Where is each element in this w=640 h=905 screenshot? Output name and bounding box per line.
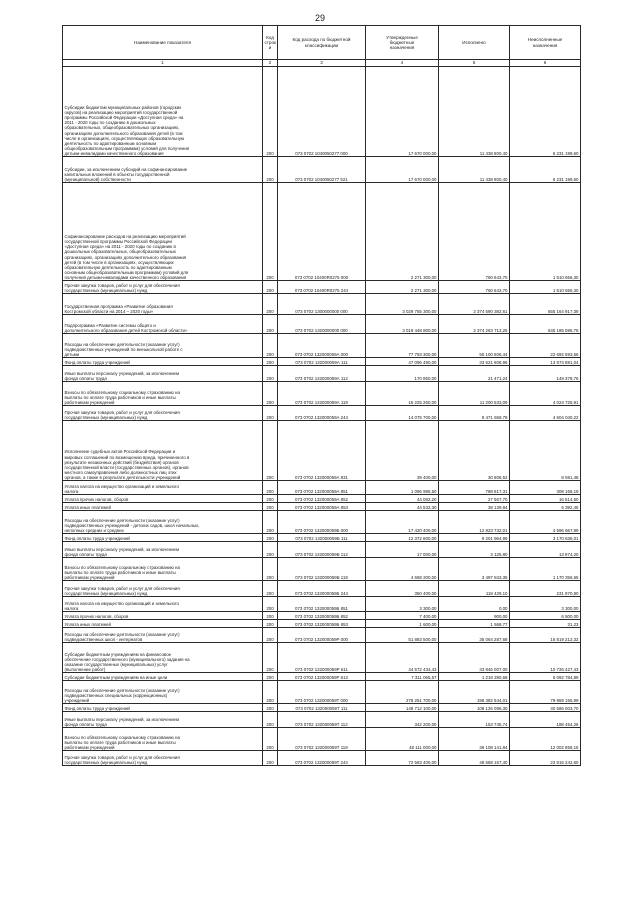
row-code-cell: 200 <box>263 366 278 382</box>
unexecuted-amount-cell: 6 092 784,89 <box>510 673 581 681</box>
executed-amount-cell: 55 100 606,44 <box>439 334 510 358</box>
row-code-cell: 200 <box>263 643 278 673</box>
approved-amount-cell: 72 583 400,00 <box>366 751 439 766</box>
table-row <box>63 67 581 157</box>
approved-amount-cell: 170 850,00 <box>366 366 439 382</box>
indicator-name-cell: Прочая закупка товаров, работ и услуг для обеспечения государственных (муниципальных) нужд <box>63 751 263 766</box>
indicator-name-cell: Иные выплаты персоналу учреждений, за исключением фонда оплаты труда <box>63 366 263 382</box>
unexecuted-amount-cell: 31,23 <box>510 620 581 628</box>
unexecuted-amount-cell: 16 514,50 <box>510 495 581 503</box>
classification-code-cell: 073 0702 132000059Б 111 <box>278 534 366 542</box>
column-number: 2 <box>263 60 278 67</box>
approved-amount-cell: 44 572 434,43 <box>366 643 439 673</box>
classification-code-cell: 073 0702 132000059Б 852 <box>278 612 366 620</box>
executed-amount-cell: 9 471 659,78 <box>439 406 510 421</box>
classification-code-cell: 073 0702 132000059Б 851 <box>278 597 366 612</box>
approved-amount-cell: 342 200,00 <box>366 712 439 728</box>
table-row <box>63 406 581 421</box>
classification-code-cell: 073 0702 132000059А 112 <box>278 366 366 382</box>
header-executed: Исполнено <box>439 26 510 60</box>
indicator-name-cell: Уплата иных платежей <box>63 503 263 511</box>
approved-amount-cell: 48 111 000,00 <box>366 728 439 751</box>
executed-amount-cell: 1 568,77 <box>439 620 510 628</box>
approved-amount-cell: 17 420 400,00 <box>366 511 439 534</box>
approved-amount-cell: 12 372 600,00 <box>366 534 439 542</box>
budget-execution-table <box>62 25 581 766</box>
indicator-name-cell: Расходы на обеспечение деятельности (оказание услуг) подведомственных специальных (коррекционных) учреждений <box>63 681 263 704</box>
executed-amount-cell: 30 808,52 <box>439 421 510 481</box>
column-number: 4 <box>366 60 439 67</box>
indicator-name-cell: Субсидии бюджетным учреждениям на иные цели <box>63 673 263 681</box>
indicator-name-cell: Иные выплаты персоналу учреждений, за исключением фонда оплаты труда <box>63 712 263 728</box>
table-row <box>63 612 581 620</box>
unexecuted-amount-cell: 308 168,19 <box>510 481 581 495</box>
unexecuted-amount-cell: 4 604 040,22 <box>510 406 581 421</box>
executed-amount-cell: 788 817,31 <box>439 481 510 495</box>
executed-amount-cell: 198 382 544,01 <box>439 681 510 704</box>
table-row <box>63 620 581 628</box>
table-row <box>63 751 581 766</box>
column-number: 5 <box>439 60 510 67</box>
approved-amount-cell: 278 251 700,00 <box>366 681 439 704</box>
approved-amount-cell: 148 712 100,00 <box>366 704 439 712</box>
unexecuted-amount-cell: 1 510 656,30 <box>510 183 581 281</box>
table-row <box>63 421 581 481</box>
row-code-cell: 200 <box>263 406 278 421</box>
approved-amount-cell: 47 096 490,00 <box>366 358 439 366</box>
executed-amount-cell: 3 497 843,35 <box>439 558 510 581</box>
row-code-cell: 200 <box>263 728 278 751</box>
table-row <box>63 628 581 643</box>
row-code-cell: 200 <box>263 495 278 503</box>
indicator-name-cell: Уплата налога на имущество организаций и земельного налога <box>63 597 263 612</box>
unexecuted-amount-cell: 23 915 242,60 <box>510 751 581 766</box>
indicator-name-cell: Прочая закупка товаров, работ и услуг для обеспечения государственных (муниципальных) нужд <box>63 406 263 421</box>
table-row <box>63 673 581 681</box>
executed-amount-cell: 1 218 280,68 <box>439 673 510 681</box>
row-code-cell: 200 <box>263 712 278 728</box>
approved-amount-cell: 3 019 448 800,00 <box>366 315 439 334</box>
row-code-cell: 200 <box>263 382 278 406</box>
classification-code-cell: 073 0702 132000059А 851 <box>278 481 366 495</box>
row-code-cell: 200 <box>263 612 278 620</box>
unexecuted-amount-cell: 13 874,20 <box>510 542 581 558</box>
approved-amount-cell: 1 096 985,50 <box>366 481 439 495</box>
approved-amount-cell: 39 400,00 <box>366 421 439 481</box>
table-row <box>63 503 581 511</box>
approved-amount-cell: 15 225 260,00 <box>366 382 439 406</box>
row-code-cell: 200 <box>263 157 278 183</box>
page-number: 29 <box>314 13 325 23</box>
classification-code-cell: 073 0702 132000059Т 244 <box>278 751 366 766</box>
executed-amount-cell: 33 846 007,00 <box>439 643 510 673</box>
row-code-cell: 200 <box>263 751 278 766</box>
executed-amount-cell: 12 823 732,01 <box>439 511 510 534</box>
executed-amount-cell: 11 438 800,40 <box>439 157 510 183</box>
unexecuted-amount-cell: 645 185 086,75 <box>510 315 581 334</box>
table-row <box>63 712 581 728</box>
row-code-cell: 200 <box>263 542 278 558</box>
indicator-name-cell: Уплата налога на имущество организаций и земельного налога <box>63 481 263 495</box>
table-row <box>63 334 581 358</box>
unexecuted-amount-cell: 1 510 656,30 <box>510 281 581 294</box>
approved-amount-cell: 17 000,00 <box>366 542 439 558</box>
executed-amount-cell: 108 126 096,30 <box>439 704 510 712</box>
approved-amount-cell: 7 311 065,57 <box>366 673 439 681</box>
approved-amount-cell: 4 668 200,00 <box>366 558 439 581</box>
unexecuted-amount-cell: 79 869 155,99 <box>510 681 581 704</box>
row-code-cell: 200 <box>263 681 278 704</box>
indicator-name-cell: Подпрограмма «Развитие системы общего и дополнительного образования детей Костромской области» <box>63 315 263 334</box>
unexecuted-amount-cell: 4 024 726,91 <box>510 382 581 406</box>
row-code-cell: 200 <box>263 334 278 358</box>
classification-code-cell: 073 0702 1040050277 521 <box>278 157 366 183</box>
table-row <box>63 495 581 503</box>
classification-code-cell: 073 0702 132000059А 853 <box>278 503 366 511</box>
row-code-cell: 200 <box>263 620 278 628</box>
executed-amount-cell: 3 125,80 <box>439 542 510 558</box>
approved-amount-cell: 14 075 700,00 <box>366 406 439 421</box>
header-classification-code: Код расхода по бюджетной классификации <box>278 26 366 60</box>
approved-amount-cell: 2 271 300,00 <box>366 281 439 294</box>
indicator-name-cell: Фонд оплаты труда учреждений <box>63 534 263 542</box>
table-row <box>63 597 581 612</box>
unexecuted-amount-cell: 13 574 881,04 <box>510 358 581 366</box>
row-code-cell: 200 <box>263 581 278 597</box>
row-code-cell: 200 <box>263 481 278 495</box>
executed-amount-cell: 900,00 <box>439 612 510 620</box>
executed-amount-cell: 153 745,74 <box>439 712 510 728</box>
indicator-name-cell: Иные выплаты персоналу учреждений, за исключением фонда оплаты труда <box>63 542 263 558</box>
executed-amount-cell: 27 567,70 <box>439 495 510 503</box>
unexecuted-amount-cell: 8 591,48 <box>510 421 581 481</box>
table-row <box>63 294 581 315</box>
classification-code-cell: 073 0702 132000059Б 112 <box>278 542 366 558</box>
indicator-name-cell: Уплата прочих налогов, сборов <box>63 612 263 620</box>
unexecuted-amount-cell: 149 378,76 <box>510 366 581 382</box>
indicator-name-cell: Прочая закупка товаров, работ и услуг для обеспечения государственных (муниципальных) нужд <box>63 281 263 294</box>
table-row <box>63 542 581 558</box>
classification-code-cell: 073 0702 132000059Б 853 <box>278 620 366 628</box>
row-code-cell: 200 <box>263 183 278 281</box>
classification-code-cell: 073 0702 132000059Б 000 <box>278 511 366 534</box>
unexecuted-amount-cell: 6 231 199,60 <box>510 157 581 183</box>
classification-code-cell: 073 0702 132000059А 852 <box>278 495 366 503</box>
unexecuted-amount-cell: 10 726 427,43 <box>510 643 581 673</box>
table-row <box>63 534 581 542</box>
indicator-name-cell: Фонд оплаты труда учреждений <box>63 358 263 366</box>
indicator-name-cell: Субсидии, за исключением субсидий на софинансирование капитальных вложений в объекты государственной (муниципальной) собственности <box>63 157 263 183</box>
table-row <box>63 358 581 366</box>
classification-code-cell: 073 0702 132000059Т 119 <box>278 728 366 751</box>
table-row <box>63 558 581 581</box>
column-number: 1 <box>63 60 263 67</box>
approved-amount-cell: 77 793 300,00 <box>366 334 439 358</box>
table-row <box>63 728 581 751</box>
row-code-cell: 200 <box>263 67 278 157</box>
executed-amount-cell: 33 521 608,96 <box>439 358 510 366</box>
row-code-cell: 200 <box>263 358 278 366</box>
executed-amount-cell: 118 429,10 <box>439 581 510 597</box>
approved-amount-cell: 1 600,00 <box>366 620 439 628</box>
executed-amount-cell: 2 374 263 713,25 <box>439 315 510 334</box>
approved-amount-cell: 3 300,00 <box>366 597 439 612</box>
unexecuted-amount-cell: 231 970,90 <box>510 581 581 597</box>
indicator-name-cell: Расходы на обеспечение деятельности (оказание услуг) подведомственных учреждений по внешкольной работе с детьми <box>63 334 263 358</box>
unexecuted-amount-cell: 6 231 199,60 <box>510 67 581 157</box>
indicator-name-cell: Исполнение судебных актов Российской Федерации и мировых соглашений по возмещению вреда, причиненного в результате незаконных действий (бездействия) органов государственной власти (государственных органов), органов местного самоуправления либо должностных лиц этих органов, а также в результате деятельности учреждений <box>63 421 263 481</box>
unexecuted-amount-cell: 22 692 693,56 <box>510 334 581 358</box>
column-number: 3 <box>278 60 366 67</box>
column-number: 6 <box>510 60 581 67</box>
classification-code-cell: 073 0702 132000059Б 244 <box>278 581 366 597</box>
indicator-name-cell: Субсидии бюджетным учреждениям на финансовое обеспечение государственного (муниципального) задания на оказание государственных (муниципальных) услуг (выполнение работ) <box>63 643 263 673</box>
indicator-name-cell: Государственная программа «Развитие образования Костромской области на 2014 – 2020 годы» <box>63 294 263 315</box>
table-row <box>63 315 581 334</box>
approved-amount-cell: 2 271 300,00 <box>366 183 439 281</box>
classification-code-cell: 073 0702 10400R0275 000 <box>278 183 366 281</box>
header-unexecuted: Неисполненные назначения <box>510 26 581 60</box>
column-number-row <box>63 60 581 67</box>
row-code-cell: 200 <box>263 558 278 581</box>
executed-amount-cell: 11 200 533,09 <box>439 382 510 406</box>
executed-amount-cell: 21 471,24 <box>439 366 510 382</box>
classification-code-cell: 073 0702 132000059Р 000 <box>278 628 366 643</box>
classification-code-cell: 073 0702 132000059Т 111 <box>278 704 366 712</box>
indicator-name-cell: Софинансирование расходов на реализацию мероприятий государственной программы Российской Федерации «Доступная среда» на 2011 - 2020 годы по созданию в дошкольных образовательных, общеобразовательных организациях, организациях дополнительного образования детей (в том числе в организациях, осуществляющих образовательную деятельность по адаптированным основным общеобразовательным программам) условий для получения детьми-инвалидами качественного образования <box>63 183 263 281</box>
classification-code-cell: 073 0702 132000059Р 611 <box>278 643 366 673</box>
row-code-cell: 200 <box>263 281 278 294</box>
executed-amount-cell: 11 438 800,40 <box>439 67 510 157</box>
row-code-cell: 200 <box>263 294 278 315</box>
approved-amount-cell: 3 029 755 300,00 <box>366 294 439 315</box>
table-row <box>63 643 581 673</box>
executed-amount-cell: 0,00 <box>439 597 510 612</box>
row-code-cell: 200 <box>263 704 278 712</box>
approved-amount-cell: 44 532,30 <box>366 503 439 511</box>
indicator-name-cell: Расходы на обеспечение деятельности (оказание услуг) подведомственных учреждений - детских садов, школ начальных, неполных средних и средних <box>63 511 263 534</box>
row-code-cell: 200 <box>263 597 278 612</box>
table-row <box>63 511 581 534</box>
row-code-cell: 200 <box>263 315 278 334</box>
executed-amount-cell: 760 643,70 <box>439 281 510 294</box>
approved-amount-cell: 350 400,00 <box>366 581 439 597</box>
classification-code-cell: 073 0702 132000059А 000 <box>278 334 366 358</box>
classification-code-cell: 073 0702 1040050277 000 <box>278 67 366 157</box>
header-row-code: Код строк и <box>263 26 278 60</box>
approved-amount-cell: 44 082,20 <box>366 495 439 503</box>
unexecuted-amount-cell: 12 002 858,16 <box>510 728 581 751</box>
indicator-name-cell: Уплата прочих налогов, сборов <box>63 495 263 503</box>
table-row <box>63 183 581 281</box>
classification-code-cell: 073 0702 132000059Р 612 <box>278 673 366 681</box>
table-row <box>63 366 581 382</box>
indicator-name-cell: Фонд оплаты труда учреждений <box>63 704 263 712</box>
classification-code-cell: 073 0702 1300000000 000 <box>278 294 366 315</box>
row-code-cell: 200 <box>263 503 278 511</box>
classification-code-cell: 073 0702 132000059А 111 <box>278 358 366 366</box>
unexecuted-amount-cell: 655 164 917,39 <box>510 294 581 315</box>
classification-code-cell: 073 0702 132000059Т 112 <box>278 712 366 728</box>
classification-code-cell: 073 0702 132000059Т 000 <box>278 681 366 704</box>
table-row <box>63 281 581 294</box>
indicator-name-cell: Расходы на обеспечение деятельности (оказание услуг) подведомственных школ - интернатов <box>63 628 263 643</box>
indicator-name-cell: Взносы по обязательному социальному страхованию на выплаты по оплате труда работников и иные выплаты работникам учреждений <box>63 728 263 751</box>
executed-amount-cell: 35 064 287,68 <box>439 628 510 643</box>
row-code-cell: 200 <box>263 534 278 542</box>
table-row <box>63 681 581 704</box>
classification-code-cell: 073 0702 132000059А 831 <box>278 421 366 481</box>
approved-amount-cell: 51 883 500,00 <box>366 628 439 643</box>
table-row <box>63 382 581 406</box>
table-body <box>63 67 581 766</box>
unexecuted-amount-cell: 16 819 212,32 <box>510 628 581 643</box>
indicator-name-cell: Уплата иных платежей <box>63 620 263 628</box>
classification-code-cell: 073 0702 132000059Б 119 <box>278 558 366 581</box>
unexecuted-amount-cell: 40 586 003,70 <box>510 704 581 712</box>
row-code-cell: 200 <box>263 421 278 481</box>
unexecuted-amount-cell: 6 392,46 <box>510 503 581 511</box>
table-row <box>63 704 581 712</box>
row-code-cell: 200 <box>263 511 278 534</box>
indicator-name-cell: Взносы по обязательному социальному страхованию на выплаты по оплате труда работников и иные выплаты работникам учреждений <box>63 382 263 406</box>
row-code-cell: 200 <box>263 673 278 681</box>
row-code-cell: 200 <box>263 628 278 643</box>
indicator-name-cell: Субсидии бюджетам муниципальных районов (городских округов) на реализацию мероприятий государственной программы Российской Федерации «Доступная среда» на 2011 - 2020 годы по созданию в дошкольных образовательных, общеобразовательных организациях, организациях дополнительного образования детей (в том числе в организациях, осуществляющих образовательную деятельность по адаптированным основным общеобразовательным программам) условий для получения детьми-инвалидами качественного образования <box>63 67 263 157</box>
unexecuted-amount-cell: 4 596 667,99 <box>510 511 581 534</box>
table-row <box>63 581 581 597</box>
header-approved: Утвержденные бюджетные назначения <box>366 26 439 60</box>
approved-amount-cell: 17 670 000,00 <box>366 157 439 183</box>
table-row <box>63 157 581 183</box>
executed-amount-cell: 2 374 590 382,61 <box>439 294 510 315</box>
classification-code-cell: 073 0702 132000059А 244 <box>278 406 366 421</box>
indicator-name-cell: Прочая закупка товаров, работ и услуг для обеспечения государственных (муниципальных) нужд <box>63 581 263 597</box>
classification-code-cell: 073 0702 1320000000 000 <box>278 315 366 334</box>
unexecuted-amount-cell: 3 300,00 <box>510 597 581 612</box>
unexecuted-amount-cell: 188 454,26 <box>510 712 581 728</box>
approved-amount-cell: 17 670 000,00 <box>366 67 439 157</box>
executed-amount-cell: 38 139,84 <box>439 503 510 511</box>
executed-amount-cell: 760 643,70 <box>439 183 510 281</box>
unexecuted-amount-cell: 1 170 356,65 <box>510 558 581 581</box>
executed-amount-cell: 9 201 964,99 <box>439 534 510 542</box>
approved-amount-cell: 7 400,00 <box>366 612 439 620</box>
executed-amount-cell: 48 668 157,40 <box>439 751 510 766</box>
classification-code-cell: 073 0702 10400R0275 244 <box>278 281 366 294</box>
header-indicator-name: Наименование показателя <box>63 26 263 60</box>
classification-code-cell: 073 0702 132000059А 119 <box>278 382 366 406</box>
indicator-name-cell: Взносы по обязательному социальному страхованию на выплаты по оплате труда работников и иные выплаты работникам учреждений <box>63 558 263 581</box>
unexecuted-amount-cell: 6 500,00 <box>510 612 581 620</box>
table-row <box>63 481 581 495</box>
executed-amount-cell: 36 108 141,84 <box>439 728 510 751</box>
unexecuted-amount-cell: 3 170 635,01 <box>510 534 581 542</box>
table-header-row <box>63 26 581 60</box>
